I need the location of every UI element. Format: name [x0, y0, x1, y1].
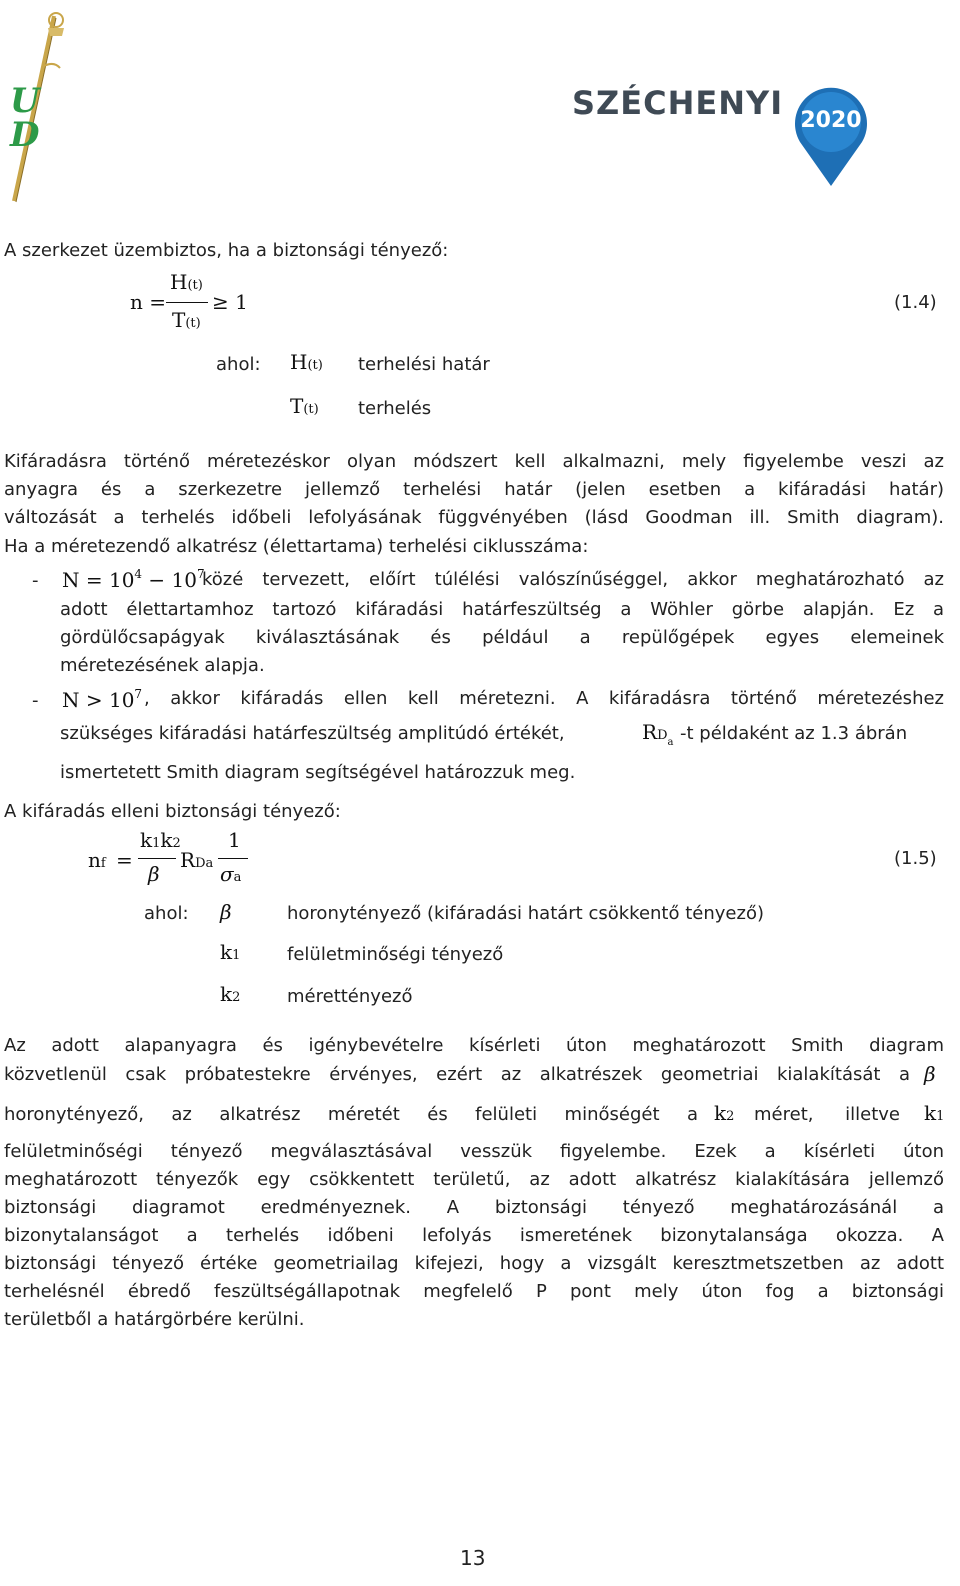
where1-desc-t: terhelés	[358, 398, 432, 419]
bullet2-line-2a: szükséges kifáradási határfeszültség amplitúdó értékét,	[60, 723, 565, 744]
bullet2-line-1: , akkor kifáradás ellen kell méretezni. A kifáradásra történő méretezéshez	[144, 688, 944, 709]
bullet2-dash: -	[32, 690, 39, 711]
para2-line-8: biztonsági tényező értéke geometriailag kifejezi, hogy a vizsgált keresztmetszetben az adott	[4, 1253, 944, 1274]
eq14-relation: ≥ 1	[212, 290, 248, 314]
bullet1-line-4: méretezésének alapja.	[60, 655, 265, 676]
para1-line-4: Ha a méretezendő alkatrész (élettartama) terhelési ciklusszáma:	[4, 536, 589, 557]
bullet1-formula: $N = 10^4 - 10^7$	[62, 567, 205, 592]
where2-sym-k1: k1	[220, 940, 241, 964]
para2-k2: k2	[714, 1101, 735, 1125]
eq15-fraction-line-2	[218, 858, 248, 859]
bullet2-line-3: ismertetett Smith diagram segítségével határozzuk meg.	[60, 762, 576, 783]
where1-desc-h: terhelési határ	[358, 354, 490, 375]
para2-line-10: területből a határgörbére kerülni.	[4, 1309, 305, 1330]
eq15-fraction-line-1	[138, 858, 176, 859]
page-number: 13	[460, 1546, 486, 1570]
szechenyi-year: 2020	[800, 108, 862, 133]
eq15-den1: β	[148, 862, 160, 886]
where1-sym-h: H(t)	[290, 350, 323, 374]
where2-sym-k2: k2	[220, 982, 241, 1006]
para2-line-2: közvetlenül csak próbatestekre érvényes, ezért az alkatrészek geometriai kialakítását a	[4, 1064, 910, 1085]
intro-line: A szerkezet üzembiztos, ha a biztonsági tényező:	[4, 240, 449, 261]
eq15-mid: RDa	[180, 848, 214, 872]
eq15-num2: 1	[228, 828, 241, 852]
eq14-lhs: n =	[130, 290, 166, 314]
eq14-denominator: T(t)	[172, 308, 201, 332]
szechenyi-logo	[572, 84, 783, 122]
para1-line-3: változását a terhelés időbeli lefolyásának függvényében (lásd Goodman ill. Smith diagram).	[4, 507, 944, 528]
bullet2-formula: $N > 10^7$	[62, 687, 143, 712]
para2-k1: k1	[924, 1101, 945, 1125]
ud-logo-text: UD	[10, 81, 40, 155]
para2-line-3a: horonytényező, az alkatrész méretét és felületi minőségét a	[4, 1104, 698, 1125]
eq14-fraction-line	[166, 302, 208, 303]
eq14-number: (1.4)	[894, 292, 937, 313]
where1-label: ahol:	[216, 354, 261, 375]
eq15-num1: k1k2	[140, 828, 181, 852]
where2-desc-k1: felületminőségi tényező	[287, 944, 504, 965]
where2-desc-k2: mérettényező	[287, 986, 413, 1007]
para2-line-7: bizonytalanságot a terhelés időbeni lefolyás ismeretének bizonytalansága okozza. A	[4, 1225, 944, 1246]
szechenyi-text: SZÉCHENYI	[572, 84, 784, 122]
szechenyi-pin-icon	[792, 84, 870, 188]
eq15-equals: =	[116, 848, 133, 872]
para1-line-2: anyagra és a szerkezetre jellemző terhelési határ (jelen esetben a kifáradási határ)	[4, 479, 944, 500]
where1-sym-t: T(t)	[290, 394, 319, 418]
eq14-numerator: H(t)	[170, 270, 203, 294]
bullet2-rda-symbol: $RD_a$	[642, 720, 674, 748]
eq15-number: (1.5)	[894, 848, 937, 869]
para2-line-3b: méret, illetve	[754, 1104, 900, 1125]
where2-desc-beta: horonytényező (kifáradási határt csökkentő tényező)	[287, 903, 764, 924]
para2-line-1: Az adott alapanyagra és igénybevételre kísérleti úton meghatározott Smith diagram	[4, 1035, 944, 1056]
bullet1-line-3: gördülőcsapágyak kiválasztásának és például a repülőgépek egyes elemeinek	[60, 627, 944, 648]
eq15-den2: σa	[220, 862, 242, 886]
para2-line-6: biztonsági diagramot eredményeznek. A biztonsági tényező meghatározásánál a	[4, 1197, 944, 1218]
bullet1-line-1: közé tervezett, előírt túlélési valószínűséggel, akkor meghatározható az	[202, 569, 944, 590]
para2-beta: β	[924, 1062, 936, 1086]
bullet2-line-2b: -t példaként az 1.3 ábrán	[680, 723, 908, 744]
para1-line-1: Kifáradásra történő méretezéskor olyan módszert kell alkalmazni, mely figyelembe veszi az	[4, 451, 944, 472]
bullet1-line-2: adott élettartamhoz tartozó kifáradási határfeszültség a Wöhler görbe alapján. Ez a	[60, 599, 944, 620]
para2-line-4: felületminőségi tényező megválasztásával vesszük figyelembe. Ezek a kísérleti úton	[4, 1141, 944, 1162]
university-logo	[4, 6, 68, 206]
where2-label: ahol:	[144, 903, 189, 924]
eq15-lhs: nf	[88, 848, 106, 872]
para2-line-5: meghatározott tényezők egy csökkentett területű, az adott alkatrész kialakítására jellemző	[4, 1169, 944, 1190]
where2-sym-beta: β	[220, 900, 232, 924]
bullet1-dash: -	[32, 570, 39, 591]
para2-line-9: terhelésnél ébredő feszültségállapotnak megfelelő P pont mely úton fog a biztonsági	[4, 1281, 944, 1302]
safety-line: A kifáradás elleni biztonsági tényező:	[4, 801, 341, 822]
